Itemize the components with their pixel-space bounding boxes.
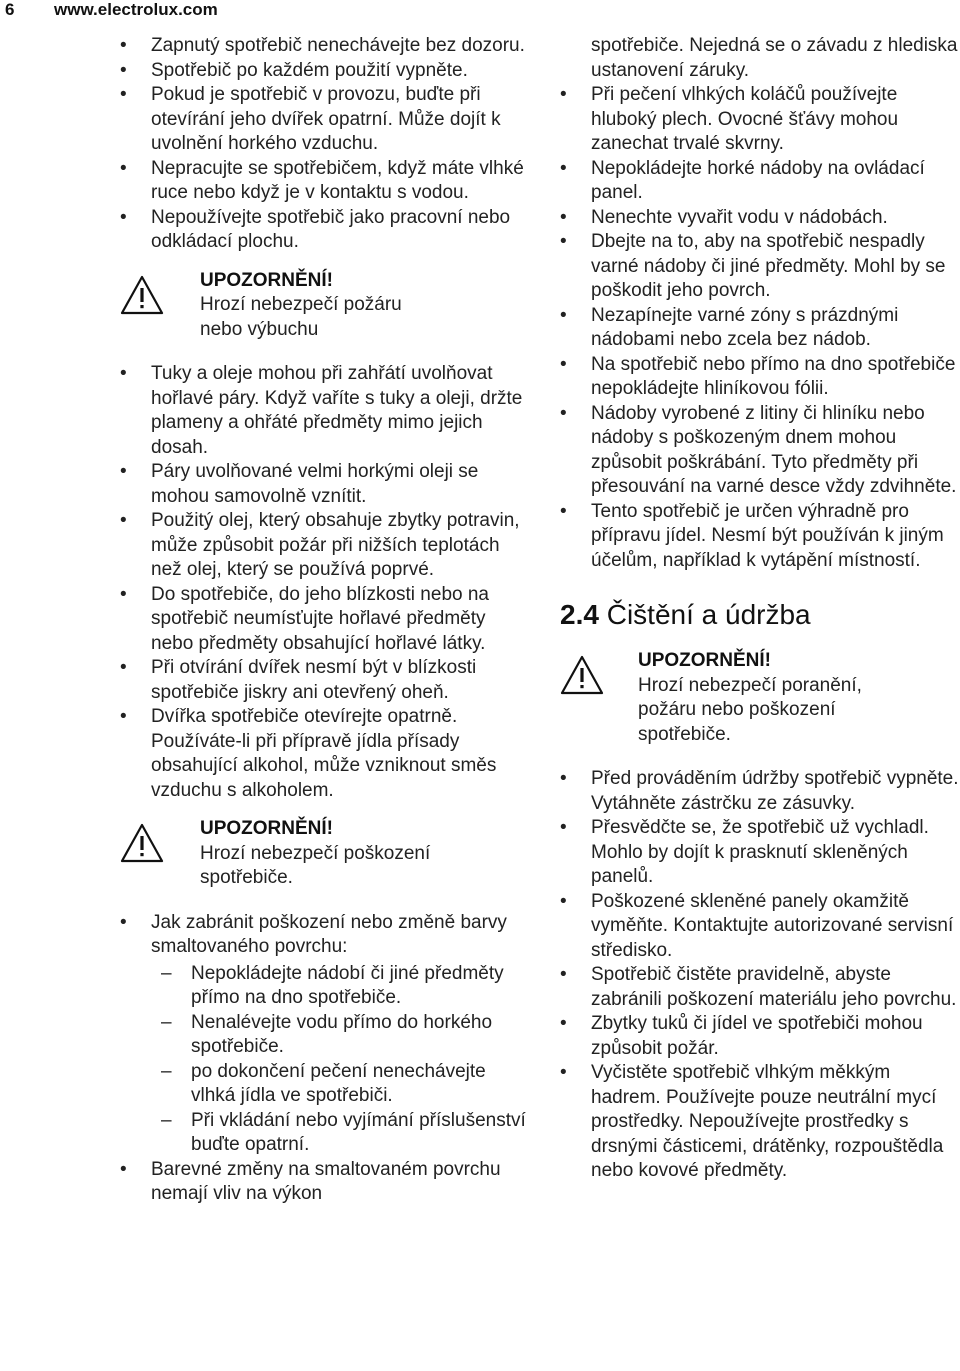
sub-list-item: – po dokončení pečení nenechávejte vlhká jídla ve spotřebiči. (161, 1060, 486, 1106)
list-item: • Spotřebič po každém použití vypněte. (120, 59, 530, 84)
list-item: • Při pečení vlhkých koláčů používejte hluboký plech. Ovocné šťávy mohou zanechat trvalé skvrny. (560, 84, 899, 154)
warning-line: Hrozí nebezpečí poškození (200, 842, 431, 864)
section-heading (560, 599, 960, 631)
list-item: • Páry uvolňované velmi horkými oleji se mohou samovolně vznítit. (120, 461, 479, 507)
warning-title: UPOZORNĚNÍ! (200, 818, 333, 839)
bullet-icon: • (560, 1013, 567, 1034)
list-item: • Při otvírání dvířek nesmí být v blízkosti spotřebiče jiskry ani otevřený oheň. (120, 657, 477, 703)
bullet-icon: • (120, 1158, 127, 1180)
bullet-icon: • (560, 157, 567, 179)
list-item: • Použitý olej, který obsahuje zbytky potravin, může způsobit požár při nižších teplotách než olej, který se používá poprvé. (120, 510, 520, 580)
bullet-icon: • (560, 231, 567, 252)
bullet-icon: • (560, 402, 567, 424)
page-header (0, 0, 600, 22)
bullet-icon: • (120, 363, 127, 384)
sub-list (151, 962, 530, 1158)
dash-icon: – (161, 1060, 172, 1082)
safety-list-3 (120, 911, 530, 1207)
warning-line: požáru nebo poškození (638, 699, 836, 720)
bullet-icon: • (120, 583, 127, 605)
list-item: • Dvířka spotřebiče otevírejte opatrně. Používáte-li při přípravě jídla přísady obsahující alkohol, může vzniknout směs vzduchu s alkoholem. (120, 706, 497, 801)
bullet-icon: • (120, 59, 127, 81)
warning-icon (560, 655, 604, 695)
list-item: • Nezapínejte varné zóny s prázdnými nádobami nebo zcela bez nádob. (560, 304, 899, 350)
bullet-icon: • (120, 510, 127, 531)
dash-icon: – (161, 1011, 172, 1033)
list-item: • Pokud je spotřebič v provozu, buďte při otevírání jeho dvířek opatrní. Může dojít k uvolnění horkého vzduchu. (120, 84, 501, 154)
warning-injury (560, 649, 960, 747)
bullet-icon: • (120, 206, 127, 228)
bullet-icon: • (560, 1062, 567, 1083)
list-item: • Spotřebič čistěte pravidelně, abyste zabránili poškození materiálu jeho povrchu. (560, 964, 957, 1010)
list-item: • Na spotřebič nebo přímo na dno spotřebiče nepokládejte hliníkovou fólii. (560, 353, 956, 399)
list-item: • Tento spotřebič je určen výhradně pro přípravu jídel. Nesmí být používán k jiným účelům, například k vytápění místností. (560, 500, 944, 571)
bullet-icon: • (560, 890, 567, 912)
sub-list-item: – Nepokládejte nádobí či jiné předměty přímo na dno spotřebiče. (161, 962, 504, 1008)
bullet-icon: • (120, 157, 127, 179)
safety-list-2 (120, 362, 530, 803)
right-column (560, 34, 960, 1184)
list-item: • Nepracujte se spotřebičem, když máte vlhké ruce nebo když je v kontaktu s vodou. (120, 157, 524, 203)
site-url: www.electrolux.com (54, 0, 218, 19)
list-item: • Nepokládejte horké nádoby na ovládací panel. (560, 157, 925, 203)
warning-icon (120, 275, 164, 315)
bullet-icon: • (560, 84, 567, 105)
bullet-icon: • (560, 817, 567, 838)
warning-title: UPOZORNĚNÍ! (638, 650, 771, 671)
list-item: • Tuky a oleje mohou při zahřátí uvolňovat hořlavé páry. Když vaříte s tuky a oleji, držte plameny a ohřáté předměty mimo jejich dosah. (120, 363, 523, 458)
sub-list-item: – Nenalévejte vodu přímo do horkého spotřebiče. (161, 1011, 493, 1057)
bullet-icon: • (120, 657, 127, 678)
list-item: • Jak zabránit poškození nebo změně barvy smaltovaného povrchu: – Nepokládejte nádobí či jiné předměty přímo na dno spotřebiče. – Nenalévejte vodu přímo do horkého spotřebiče. – po dokončení pečení nenechávejte vlhká jídla ve spotřebiči. – Při vkládání nebo vyjímání příslušenství buďte opatrní. (120, 911, 530, 1158)
list-item: • Dbejte na to, aby na spotřebič nespadly varné nádoby či jiné předměty. Mohl by se poškodit jeho povrch. (560, 231, 946, 301)
dash-icon: – (161, 962, 172, 984)
list-item: • Nádoby vyrobené z litiny či hliníku nebo nádoby s poškozeným dnem mohou způsobit poškrábání. Tyto předměty při přesouvání na varné desce vždy zdvihněte. (560, 402, 957, 497)
bullet-icon: • (120, 35, 127, 56)
bullet-icon: • (120, 84, 127, 105)
bullet-icon: • (560, 206, 567, 228)
warning-title: UPOZORNĚNÍ! (200, 269, 333, 291)
list-item: • Přesvědčte se, že spotřebič už vychladl. Mohlo by dojít k prasknutí skleněných panelů. (560, 817, 929, 887)
bullet-icon: • (560, 304, 567, 326)
bullet-icon: • (120, 461, 127, 482)
safety-list-1 (120, 34, 530, 255)
list-item: • Nepoužívejte spotřebič jako pracovní nebo odkládací plochu. (120, 206, 511, 252)
safety-list-4 (560, 34, 960, 573)
list-item: • Poškozené skleněné panely okamžitě vyměňte. Kontaktujte autorizované servisní středisko. (560, 890, 954, 961)
dash-icon: – (161, 1109, 172, 1131)
warning-line: Hrozí nebezpečí poranění, (638, 674, 862, 696)
warning-fire (120, 269, 530, 343)
maintenance-list (560, 767, 960, 1184)
warning-line: spotřebiče. (200, 867, 293, 888)
page-number: 6 (5, 0, 15, 19)
section-title: Čištění a údržba (606, 599, 811, 630)
warning-damage (120, 817, 530, 891)
bullet-icon: • (560, 353, 567, 375)
warning-icon (120, 823, 164, 863)
left-column (120, 34, 530, 1207)
section-number: 2.4 (560, 599, 599, 630)
list-item: • Nenechte vyvařit vodu v nádobách. (560, 206, 960, 231)
list-item: • Vyčistěte spotřebič vlhkým měkkým hadrem. Používejte pouze neutrální mycí prostředky. Nepoužívejte prostředky s drsnými částicemi, drátěnky, rozpouštědla nebo kovové předměty. (560, 1062, 944, 1181)
list-item: • Zapnutý spotřebič nenechávejte bez dozoru. (120, 34, 530, 59)
bullet-icon: • (120, 706, 127, 727)
bullet-icon: • (560, 964, 567, 985)
warning-line: spotřebiče. (638, 723, 731, 745)
sub-list-item: – Při vkládání nebo vyjímání příslušenství buďte opatrní. (161, 1109, 526, 1155)
bullet-icon: • (560, 500, 567, 522)
bullet-icon: • (560, 768, 567, 789)
list-item: • Zbytky tuků či jídel ve spotřebiči mohou způsobit požár. (560, 1013, 923, 1059)
list-item: • Barevné změny na smaltovaném povrchu nemají vliv na výkon (120, 1158, 501, 1204)
warning-line: Hrozí nebezpečí požáru (200, 294, 402, 315)
list-item-continuation: spotřebiče. Nejedná se o závadu z hlediska ustanovení záruky. (591, 35, 958, 81)
list-item: • Do spotřebiče, do jeho blízkosti nebo na spotřebič neumísťujte hořlavé předměty nebo předměty obsahující hořlavé látky. (120, 583, 489, 654)
bullet-icon: • (120, 911, 127, 933)
list-item: • Před prováděním údržby spotřebič vypněte. Vytáhněte zástrčku ze zásuvky. (560, 768, 959, 814)
warning-line: nebo výbuchu (200, 318, 319, 340)
